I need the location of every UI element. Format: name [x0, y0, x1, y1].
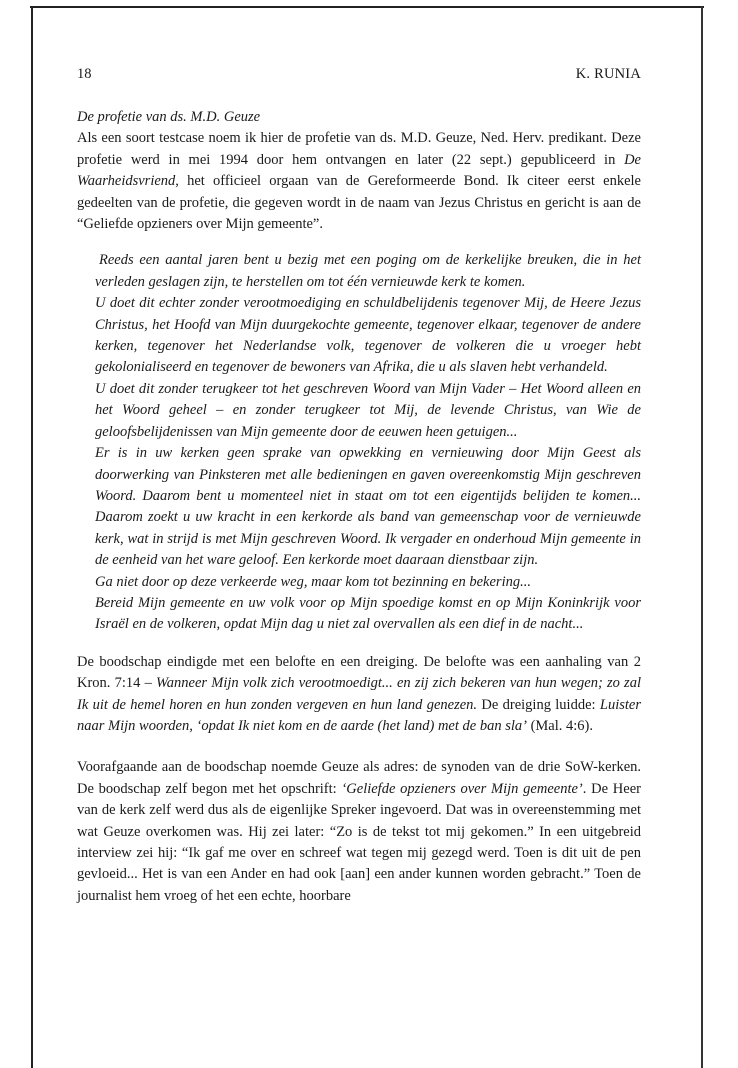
para3-text-2: . De Heer van de kerk zelf werd dus als de eigenlijke Spreker ingevoerd. Dat was in overeenstemming met wat Geuze overkomen was. Hij zei later: “Zo is de tekst tot mij gekomen.” In een uitgebreid interview zei hij: “Ik gaf me over en schreef wat tegen mij gezegd werd. Toen is dit uit de pen gevloeid... Het is van een Ander en had ook [aan] een ander kunnen worden gebracht.” Toen de journalist hem vroeg of het een echte, hoorbare [77, 780, 641, 904]
intro-text-1: Als een soort testcase noem ik hier de profetie van ds. M.D. Geuze, Ned. Herv. predikant. Deze profetie werd in mei 1994 door hem ontvangen en later (22 sept.) gepubliceerd in [77, 130, 641, 168]
intro-text-2: , het officieel orgaan van de Gereformeerde Bond. Ik citeer eerst enkele gedeelten van de profetie, die gegeven wordt in de naam van Jezus Christus en gericht is aan de “Geliefde opzieners over Mijn gemeente”. [77, 173, 641, 233]
quote-line: U doet dit zonder terugkeer tot het geschreven Woord van Mijn Vader – Het Woord alleen en het Woord geheel – en zonder terugkeer tot Mij, de levende Christus, van Wie de geloofsbelijdenissen van Mijn gemeente door de eeuwen heen getuigen... [95, 380, 641, 440]
intro-paragraph [77, 128, 641, 235]
page-body [77, 107, 641, 907]
section-heading: De profetie van ds. M.D. Geuze [77, 109, 261, 125]
paragraph-promise-threat [77, 652, 641, 738]
page-top-border [30, 6, 704, 8]
page-number: 18 [77, 66, 92, 82]
para2-text-3: (Mal. 4:6). [526, 717, 593, 734]
para2-text-1: De boodschap eindigde met een belofte en een dreiging. De belofte was een aanhaling van 2 Kron. 7:14 – [77, 653, 641, 692]
running-author: K. RUNIA [575, 66, 641, 82]
para2-quote-2: Luister naar Mijn woorden, ‘opdat Ik niet kom en de aarde (het land) met de ban sla’ [77, 696, 641, 734]
para3-text-1: Voorafgaande aan de boodschap noemde Geuze als adres: de synoden van de drie SoW-kerken. De boodschap zelf begon met het opschrift: [77, 759, 641, 797]
journal-title: De Waarheidsvriend [77, 151, 641, 190]
quote-line: Reeds een aantal jaren bent u bezig met een poging om de kerkelijke breuken, die in het verleden geslagen zijn, te herstellen om tot één vernieuwde kerk te komen. [95, 252, 641, 290]
quote-line: Er is in uw kerken geen sprake van opwekking en vernieuwing door Mijn Geest als doorwerking van Pinksteren met alle bedieningen en gaven overeenkomstig Mijn geschreven Woord. Daarom bent u momenteel niet in staat om tot een eigentijds belijden te komen... Daarom zoekt u uw kracht in een kerkorde als band van gemeenschap voor de vernieuwde kerk, wat in strijd is met Mijn geschreven Woord. Ik vergader en onderhoud Mijn gemeente in de eenheid van het ware geloof. Een kerkorde moet daaraan dienstbaar zijn. [95, 445, 641, 569]
para3-quote-1: ‘Geliefde opzieners over Mijn gemeente’ [341, 780, 583, 797]
quote-line: Ga niet door op deze verkeerde weg, maar kom tot bezinning en bekering... [95, 573, 531, 590]
quote-line: Bereid Mijn gemeente en uw volk voor op Mijn spoedige komst en op Mijn Koninkrijk voor Israël en de volkeren, opdat Mijn dag u niet zal overvallen als een dief in de nacht... [95, 594, 641, 633]
page-left-border [31, 6, 33, 1068]
prophecy-quote [95, 250, 641, 635]
paragraph-address [77, 757, 641, 907]
para2-quote-1: Wanneer Mijn volk zich verootmoedigt... en zij zich bekeren van hun wegen; zo zal Ik uit de hemel horen en hun zonden vergeven en hun land genezen. [77, 675, 641, 713]
para2-text-2: De dreiging luidde: [477, 696, 600, 713]
quote-line: U doet dit echter zonder verootmoediging en schuldbelijdenis tegenover Mij, de Heere Jezus Christus, het Hoofd van Mijn duurgekochte gemeente, tegenover elkaar, tegenover de andere kerken, tegenover het Nederlandse volk, tegenover de volkeren die u vroeger hebt gekolonialiseerd en tegenover de bewoners van Afrika, die u als slaven hebt verhandeld. [95, 295, 641, 376]
page-right-border [701, 6, 703, 1068]
